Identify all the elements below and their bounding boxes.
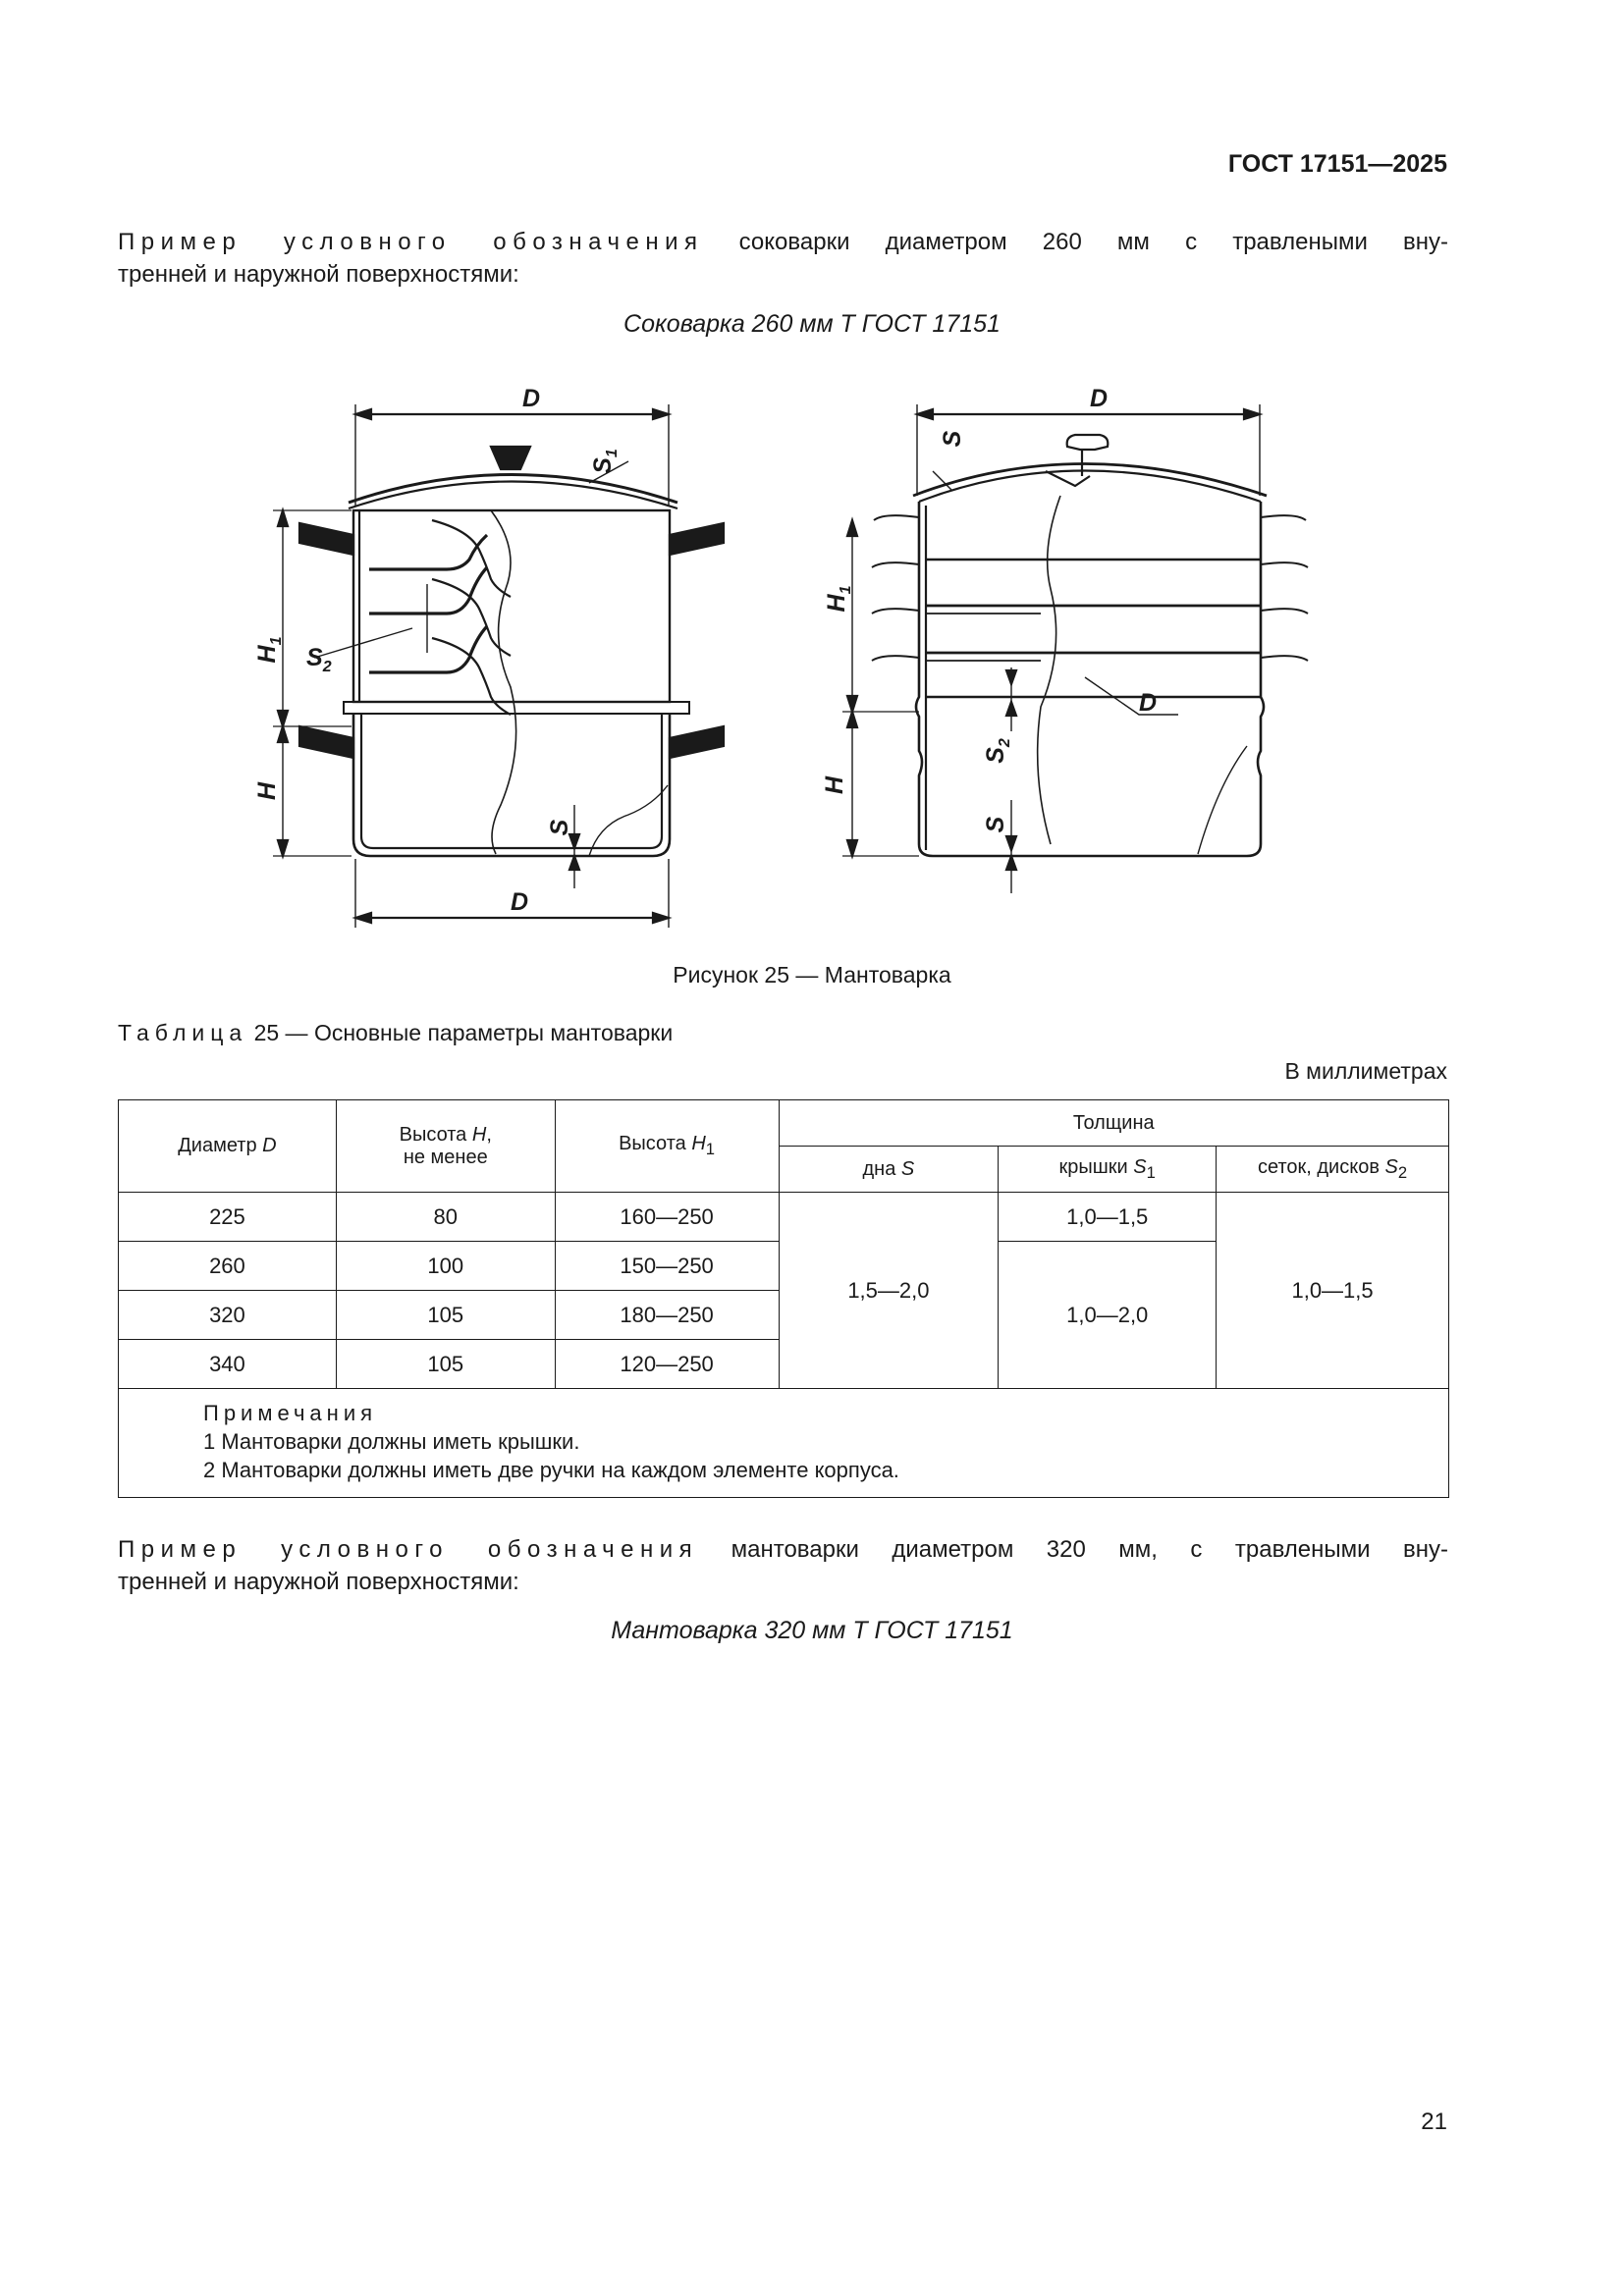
header-thickness: Толщина bbox=[779, 1100, 1449, 1147]
header-height-h: Высота H, не менее bbox=[336, 1100, 555, 1193]
parameters-table bbox=[118, 1099, 1449, 1498]
example-paragraph-2 bbox=[118, 1533, 1448, 1598]
notes-title: Примечания bbox=[203, 1401, 378, 1425]
cell-height-h1: 180—250 bbox=[555, 1291, 779, 1340]
header-bottom: дна S bbox=[779, 1147, 999, 1193]
left-top-d-label: D bbox=[522, 385, 541, 412]
cell-height-h: 100 bbox=[336, 1242, 555, 1291]
cell-height-h1: 120—250 bbox=[555, 1340, 779, 1389]
left-s-label: S bbox=[546, 819, 573, 836]
left-bottom-d-label: D bbox=[511, 888, 529, 916]
cell-diameter: 225 bbox=[119, 1193, 337, 1242]
table-title-word: Таблица bbox=[118, 1020, 248, 1045]
header-height-h1: Высота $H_1$ bbox=[555, 1100, 779, 1193]
page-number: 21 bbox=[1421, 2109, 1447, 2135]
example-2-line-1 bbox=[118, 1533, 1448, 1566]
figure-25-drawings bbox=[0, 0, 1624, 982]
cell-height-h: 105 bbox=[336, 1291, 555, 1340]
table-row bbox=[119, 1193, 1449, 1242]
note-item: 1 Мантоварки должны иметь крышки. bbox=[203, 1429, 580, 1454]
left-s2-label: $S_2$ bbox=[306, 644, 332, 675]
left-h1-label: $H_1$ bbox=[253, 636, 285, 664]
left-s1-label: $S_1$ bbox=[589, 449, 621, 474]
example-1-rest: соковарки диаметром 260 мм с травлеными вну- bbox=[738, 229, 1448, 255]
right-top-d-label: D bbox=[1090, 385, 1109, 412]
table-title bbox=[118, 1020, 673, 1046]
example-2-rest: мантоварки диаметром 320 мм, с травлеными вну- bbox=[731, 1536, 1448, 1563]
table-notes bbox=[119, 1389, 1449, 1498]
example-1-lead: Пример условного обозначения bbox=[118, 229, 704, 255]
cell-height-h: 105 bbox=[336, 1340, 555, 1389]
table-title-rest: 25 — Основные параметры мантоварки bbox=[253, 1020, 674, 1045]
right-h-label: H bbox=[821, 775, 848, 795]
right-drawing bbox=[842, 404, 1308, 893]
left-h-label: H bbox=[253, 781, 281, 801]
cell-height-h1: 160—250 bbox=[555, 1193, 779, 1242]
cell-lid-thickness: 1,0—1,5 bbox=[999, 1193, 1217, 1242]
right-s2-label: $S_2$ bbox=[982, 738, 1013, 764]
cell-bottom-thickness: 1,5—2,0 bbox=[779, 1193, 999, 1389]
example-2-line-2: тренней и наружной поверхностями: bbox=[118, 1569, 519, 1595]
note-item: 2 Мантоварки должны иметь две ручки на каждом элементе корпуса. bbox=[203, 1458, 899, 1482]
left-drawing bbox=[273, 404, 724, 928]
cell-height-h: 80 bbox=[336, 1193, 555, 1242]
example-2-designation: Мантоварка 320 мм Т ГОСТ 17151 bbox=[611, 1617, 1013, 1644]
example-1-designation: Соковарка 260 мм Т ГОСТ 17151 bbox=[623, 310, 1001, 338]
cell-diameter: 340 bbox=[119, 1340, 337, 1389]
cell-diameter: 260 bbox=[119, 1242, 337, 1291]
header-grids: сеток, дисков $S_2$ bbox=[1217, 1147, 1449, 1193]
cell-grids-thickness: 1,0—1,5 bbox=[1217, 1193, 1449, 1389]
right-h1-label: $H_1$ bbox=[823, 585, 854, 613]
header-lid: крышки $S_1$ bbox=[999, 1147, 1217, 1193]
right-s-label: S bbox=[982, 816, 1009, 833]
table-units: В миллиметрах bbox=[1284, 1058, 1447, 1084]
cell-lid-thickness-merged: 1,0—2,0 bbox=[999, 1242, 1217, 1389]
right-inner-d-label: D bbox=[1139, 689, 1158, 717]
example-2-lead: Пример условного обозначения bbox=[118, 1536, 699, 1563]
example-1-line-2: тренней и наружной поверхностями: bbox=[118, 261, 519, 288]
document-code: ГОСТ 17151—2025 bbox=[1227, 150, 1447, 178]
header-diameter: Диаметр D bbox=[119, 1100, 337, 1193]
figure-caption: Рисунок 25 — Мантоварка bbox=[673, 962, 951, 988]
cell-height-h1: 150—250 bbox=[555, 1242, 779, 1291]
cell-diameter: 320 bbox=[119, 1291, 337, 1340]
right-s-top-label: S bbox=[939, 430, 966, 448]
